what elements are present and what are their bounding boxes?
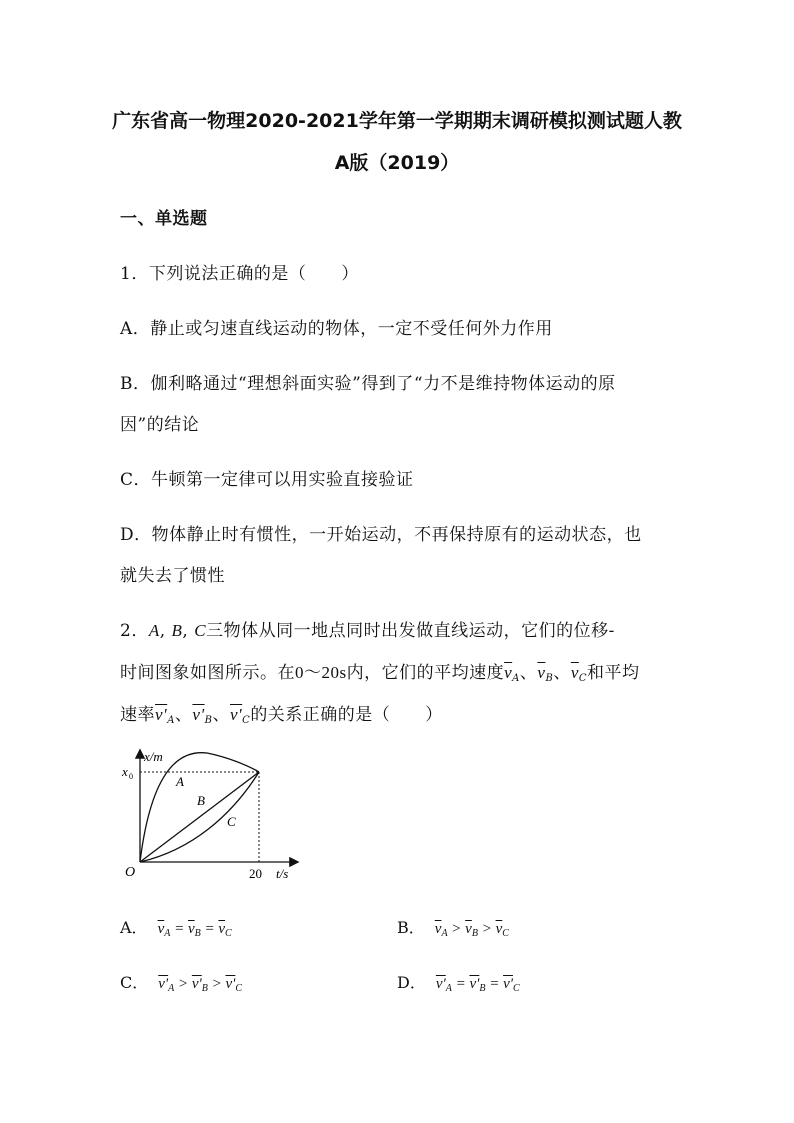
x-axis-label: t/s xyxy=(276,866,289,881)
q1-option-d-line2: 就失去了惯性 xyxy=(120,566,225,586)
q2-stem-line1: 2．A, B, C三物体从同一地点同时出发做直线运动，它们的位移- xyxy=(120,621,615,641)
q1-stem: 1．下列说法正确的是（ ） xyxy=(120,264,359,284)
q1-option-b-line2: 因”的结论 xyxy=(120,415,200,435)
x0-tick: x xyxy=(122,764,128,779)
q2-option-a: A． $\overline{v}_A = \overline{v}_B = \overline{v}_C$ xyxy=(120,918,232,939)
q1-option-a: A．静止或匀速直线运动的物体，一定不受任何外力作用 xyxy=(120,319,553,339)
q2-option-c: C． $v'_A > v'_B > v'_C$ xyxy=(120,973,243,994)
curve-label-c: C xyxy=(227,814,236,829)
curve-label-a: A xyxy=(176,774,184,789)
q1-option-b-line1: B．伽利略通过“理想斜面实验”得到了“力不是维持物体运动的原 xyxy=(120,374,616,394)
curve-label-b: B xyxy=(197,793,205,808)
document-title-line2: A版（2019） xyxy=(334,152,460,174)
position-time-graph xyxy=(112,745,312,885)
q2-stem-line3: 速率$v'_A$、$v'_B$、$v'_C$的关系正确的是（ ） xyxy=(120,705,443,726)
q2-stem-line2: 时间图象如图所示。在0～20s内，它们的平均速度$\overline{v}_A$、$\overline{v}_B$、$\overline{v}_C$和平均 xyxy=(120,663,640,684)
document-title-line1: 广东省高一物理2020-2021学年第一学期期末调研模拟测试题人教 xyxy=(112,110,682,132)
q1-option-d-line1: D．物体静止时有惯性，一开始运动，不再保持原有的运动状态，也 xyxy=(120,525,642,545)
x0-tick-sub: 0 xyxy=(129,772,133,781)
t20-tick: 20 xyxy=(249,866,262,881)
section-heading: 一、单选题 xyxy=(120,209,208,229)
q1-option-c: C．牛顿第一定律可以用实验直接验证 xyxy=(120,470,414,490)
q2-option-d: D． $v'_A = v'_B = v'_C$ xyxy=(397,973,520,994)
y-axis-label: x/m xyxy=(144,749,163,764)
origin-label: O xyxy=(125,865,136,880)
q2-option-b: B． $\overline{v}_A > \overline{v}_B > \overline{v}_C$ xyxy=(397,918,509,939)
curve-b xyxy=(140,772,259,862)
